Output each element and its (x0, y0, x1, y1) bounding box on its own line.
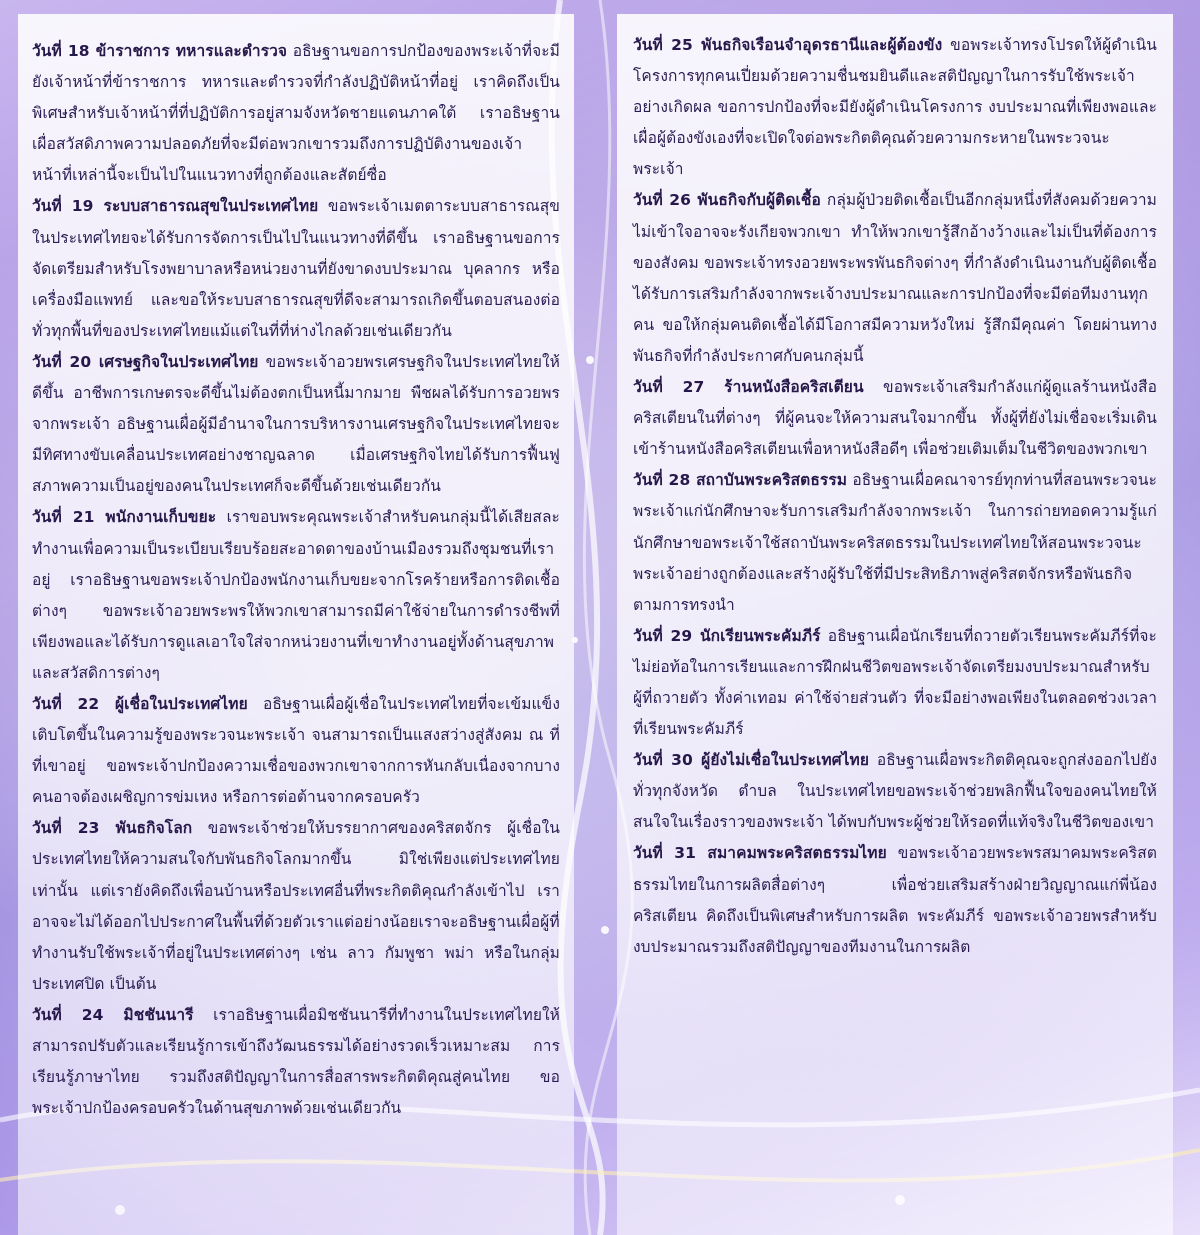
entry-heading: วันที่ 18 ข้าราชการ ทหารและตำรวจ (32, 42, 288, 60)
entry-body: อธิษฐานเผื่อผู้เชื่อในประเทศไทยที่จะเข้มแข็งเติบโตขึ้นในความรู้ของพระวจนะพระเจ้า จนสามารถเป็นแสงสว่างสู่สังคม ณ ที่ที่เขาอยู่ ขอพระเจ้าปกป้องความเชื่อของพวกเขาจากการหันกลับเนื่องจากบางคนอาจต้องเผชิญการข่มเหง หรือการต่อต้านจากครอบครัว (32, 694, 561, 807)
entry-heading: วันที่ 30 ผู้ยังไม่เชื่อในประเทศไทย (633, 751, 870, 770)
entry-heading: วันที่ 29 นักเรียนพระคัมภีร์ (633, 626, 821, 645)
prayer-entry-day-27 (633, 372, 1157, 465)
prayer-entry-day-26 (633, 185, 1157, 372)
entry-heading: วันที่ 21 พนักงานเก็บขยะ (32, 508, 217, 527)
entry-heading: วันที่ 28 สถาบันพระคริสตธรรม (633, 471, 848, 490)
entry-heading: วันที่ 27 ร้านหนังสือคริสเตียน (633, 378, 864, 397)
entry-body: ขอพระเจ้าอวยพรเศรษฐกิจในประเทศไทยให้ดีขึ้น อาชีพการเกษตรจะดีขึ้นไม่ต้องตกเป็นหนี้มากมาย พืชผลได้รับการอวยพรจากพระเจ้า อธิษฐานเผื่อผู้มีอำนาจในการบริหารงานเศรษฐกิจในประเทศไทยจะมีทิศทางขับเคลื่อนประเทศอย่างชาญฉลาด เมื่อเศรษฐกิจไทยได้รับการฟื้นฟู สภาพความเป็นอยู่ของคนในประเทศก็จะดีขึ้นด้วยเช่นเดียวกัน (32, 352, 561, 496)
prayer-entry-day-24 (32, 1000, 560, 1124)
entry-heading: วันที่ 25 พันธกิจเรือนจำอุดรธานีและผู้ต้องขัง (633, 36, 943, 54)
prayer-entry-day-19 (32, 191, 560, 346)
prayer-entry-day-20 (32, 347, 560, 502)
entry-heading: วันที่ 19 ระบบสาธารณสุขในประเทศไทย (32, 197, 319, 216)
entry-heading: วันที่ 22 ผู้เชื่อในประเทศไทย (32, 694, 248, 713)
entry-body: กลุ่มผู้ป่วยติดเชื้อเป็นอีกกลุ่มหนึ่งที่สังคมด้วยความไม่เข้าใจอาจจะรังเกียจพวกเขา ทำให้พวกเขารู้สึกอ้างว้างและไม่เป็นที่ต้องการของสังคม ขอพระเจ้าทรงอวยพระพรพันธกิจต่างๆ ที่กำลังดำเนินงานกับผู้ติดเชื้อ ได้รับการเสริมกำลังจากพระเจ้างบประมาณและการปกป้องที่จะมีต่อทีมงานทุกคน ขอให้กลุ่มคนติดเชื้อได้มีโอกาสมีความหวังใหม่ รู้สึกมีคุณค่า โดยผ่านทางพันธกิจที่กำลังประกาศกับคนกลุ่มนี้ (633, 191, 1157, 365)
entry-body: อธิษฐานเผื่อพระกิตติคุณจะถูกส่งออกไปยังทั่วทุกจังหวัด ตำบล ในประเทศไทยขอพระเจ้าช่วยพลิกฟื้นใจของคนไทยให้สนใจในเรื่องราวของพระเจ้า ได้พบกับพระผู้ช่วยให้รอดที่แท้จริงในชีวิตของเขา (633, 751, 1158, 832)
entry-body: ขอพระเจ้าเมตตาระบบสาธารณสุขในประเทศไทยจะได้รับการจัดการเป็นไปในแนวทางที่ดีขึ้น เราอธิษฐานขอการจัดเตรียมสำหรับโรงพยาบาลหรือหน่วยงานที่ยังขาดงบประมาณ บุคลากร หรือเครื่องมือแพทย์ และขอให้ระบบสาธารณสุขที่ดีจะสามารถเกิดขึ้นตอบสนองต่อทั่วทุกพื้นที่ของประเทศไทยแม้แต่ในที่ที่ห่างไกลด้วยเช่นเดียวกัน (32, 197, 560, 340)
prayer-entry-day-23 (32, 813, 560, 1000)
entry-body: เราขอบพระคุณพระเจ้าสำหรับคนกลุ่มนี้ได้เสียสละทำงานเพื่อความเป็นระเบียบเรียบร้อยสะอาดตาของบ้านเมืองรวมถึงชุมชนที่เราอยู่ เราอธิษฐานขอพระเจ้าปกป้องพนักงานเก็บขยะจากโรคร้ายหรือการติดเชื้อต่างๆ ขอพระเจ้าอวยพระพรให้พวกเขาสามารถมีค่าใช้จ่ายในการดำรงชีพที่เพียงพอและได้รับการดูแลเอาใจใส่จากหน่วยงานที่เขาทำงานอยู่ทั้งด้านสุขภาพและสวัสดิการต่างๆ (32, 508, 560, 682)
entry-body: อธิษฐานเผื่อนักเรียนที่ถวายตัวเรียนพระคัมภีร์ที่จะไม่ย่อท้อในการเรียนและการฝึกฝนชีวิตขอพระเจ้าจัดเตรียมงบประมาณสำหรับผู้ที่ถวายตัว ทั้งค่าเทอม ค่าใช้จ่ายส่วนตัว ที่จะมีอย่างพอเพียงในตลอดช่วงเวลาที่เรียนพระคัมภีร์ (633, 626, 1157, 739)
prayer-entry-day-25 (633, 30, 1157, 185)
entry-body: ขอพระเจ้าเสริมกำลังแก่ผู้ดูแลร้านหนังสือคริสเตียนในที่ต่างๆ ที่ผู้คนจะให้ความสนใจมากขึ้น ทั้งผู้ที่ยังไม่เชื่อจะเริ่มเดินเข้าร้านหนังสือคริสเตียนเพื่อหาหนังสือดีๆ เพื่อช่วยเติมเต็มในชีวิตของพวกเขา (633, 378, 1157, 459)
right-column (617, 14, 1173, 1235)
prayer-entry-day-28 (633, 465, 1157, 620)
prayer-entry-day-29 (633, 621, 1157, 745)
entry-heading: วันที่ 26 พันธกิจกับผู้ติดเชื้อ (633, 191, 821, 210)
prayer-entry-day-18 (32, 36, 560, 191)
entry-body: ขอพระเจ้าอวยพระพรสมาคมพระคริสตธรรมไทยในการผลิตสื่อต่างๆ เพื่อช่วยเสริมสร้างฝ่ายวิญญาณแก่พี่น้องคริสเตียน คิดถึงเป็นพิเศษสำหรับการผลิต พระคัมภีร์ ขอพระเจ้าอวยพรสำหรับงบประมาณรวมถึงสติปัญญาของทีมงานในการผลิต (633, 844, 1157, 956)
entry-heading: วันที่ 23 พันธกิจโลก (32, 819, 193, 838)
entry-heading: วันที่ 20 เศรษฐกิจในประเทศไทย (32, 352, 259, 371)
entry-body: เราอธิษฐานเผื่อมิชชันนารีที่ทำงานในประเทศไทยให้สามารถปรับตัวและเรียนรู้การเข้าถึงวัฒนธรรมได้อย่างรวดเร็วเหมาะสม การเรียนรู้ภาษาไทย รวมถึงสติปัญญาในการสื่อสารพระกิตติคุณสู่คนไทย ขอพระเจ้าปกป้องครอบครัวในด้านสุขภาพด้วยเช่นเดียวกัน (32, 1005, 560, 1118)
prayer-entry-day-21 (32, 502, 560, 689)
entry-body: ขอพระเจ้าช่วยให้บรรยากาศของคริสตจักร ผู้เชื่อในประเทศไทยให้ความสนใจกับพันธกิจโลกมากขึ้น มิใช่เพียงแต่ประเทศไทยเท่านั้น แต่เรายังคิดถึงเพื่อนบ้านหรือประเทศอื่นที่พระกิตติคุณกำลังเข้าไป เราอาจจะไม่ได้ออกไปประกาศในพื้นที่ด้วยตัวเราแต่อย่างน้อยเราจะอธิษฐานเผื่อผู้ที่ทำงานรับใช้พระเจ้าที่อยู่ในประเทศต่างๆ เช่น ลาว กัมพูชา พม่า หรือในกลุ่มประเทศปิด เป็นต้น (32, 819, 560, 993)
entry-body: อธิษฐานเผื่อคณาจารย์ทุกท่านที่สอนพระวจนะพระเจ้าแก่นักศึกษาจะรับการเสริมกำลังจากพระเจ้า ในการถ่ายทอดความรู้แก่นักศึกษาขอพระเจ้าใช้สถาบันพระคริสตธรรมในประเทศไทยให้สอนพระวจนะพระเจ้าอย่างถูกต้องและสร้างผู้รับใช้ที่มีประสิทธิภาพสู่คริสตจักรหรือพันธกิจตามการทรงนำ (633, 471, 1158, 614)
entry-body: อธิษฐานขอการปกป้องของพระเจ้าที่จะมียังเจ้าหน้าที่ข้าราชการ ทหารและตำรวจที่กำลังปฏิบัติหน้าที่อยู่ เราคิดถึงเป็นพิเศษสำหรับเจ้าหน้าที่ที่ปฏิบัติการอยู่สามจังหวัดชายแดนภาคใต้ เราอธิษฐานเผื่อสวัสดิภาพความปลอดภัยที่จะมีต่อพวกเขารวมถึงการปฏิบัติงานของเจ้าหน้าที่เหล่านี้จะเป็นไปในแนวทางที่ถูกต้องและสัตย์ซื่อ (32, 42, 560, 185)
entry-body: ขอพระเจ้าทรงโปรดให้ผู้ดำเนินโครงการทุกคนเปี่ยมด้วยความชื่นชมยินดีและสติปัญญาในการรับใช้พระเจ้าอย่างเกิดผล ขอการปกป้องที่จะมียังผู้ดำเนินโครงการ งบประมาณที่เพียงพอและเผื่อผู้ต้องขังเองที่จะเปิดใจต่อพระกิตติคุณด้วยความกระหายในพระวจนะพระเจ้า (633, 36, 1157, 179)
prayer-entry-day-30 (633, 745, 1157, 838)
entry-heading: วันที่ 31 สมาคมพระคริสตธรรมไทย (633, 844, 887, 863)
entry-heading: วันที่ 24 มิชชันนารี (32, 1005, 194, 1024)
prayer-entry-day-31 (633, 838, 1157, 962)
left-column (18, 14, 574, 1235)
prayer-entry-day-22 (32, 689, 560, 813)
